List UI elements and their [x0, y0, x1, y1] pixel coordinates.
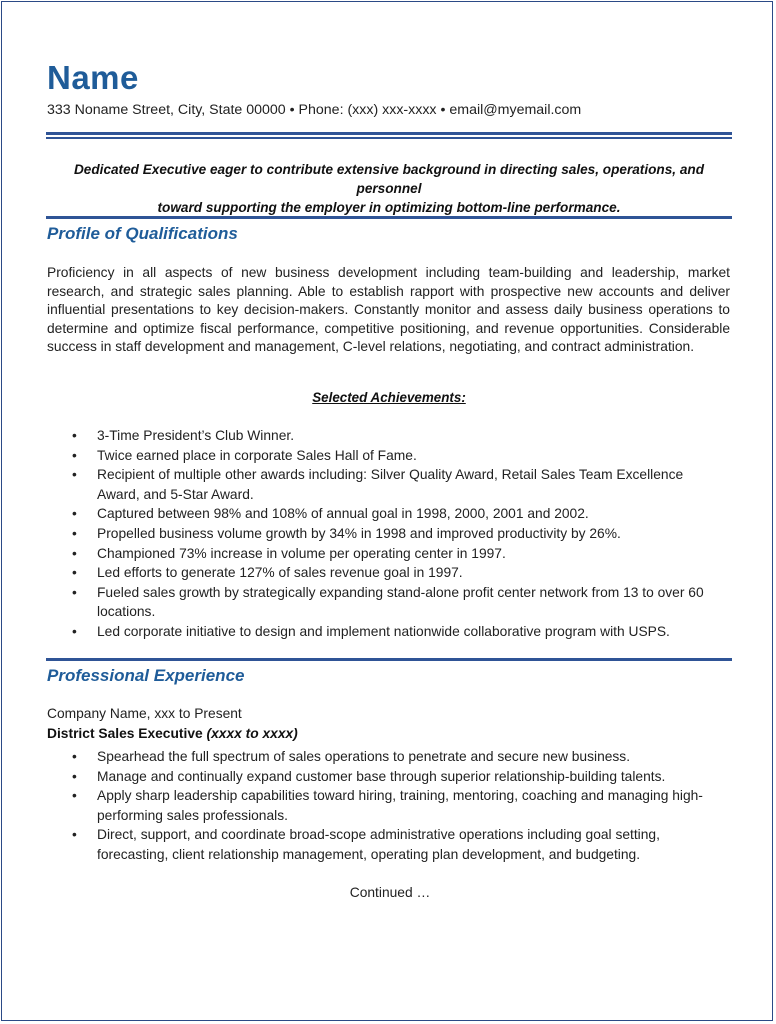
resume-page [1, 1, 773, 1021]
bullet-icon: • [72, 584, 77, 600]
list-item-text: Recipient of multiple other awards including: Silver Quality Award, Retail Sales Team Excellence Award, and 5-Star Award. [97, 467, 684, 502]
list-item-text: Apply sharp leadership capabilities toward hiring, training, mentoring, coaching and managing high-performing sales professionals. [97, 788, 703, 823]
tagline-line-2: toward supporting the employer in optimizing bottom-line performance. [157, 200, 621, 215]
header-divider [46, 132, 732, 139]
list-item [72, 747, 722, 767]
summary-tagline [46, 160, 732, 217]
list-item [72, 544, 722, 564]
list-item [72, 465, 722, 504]
list-item [72, 426, 722, 446]
bullet-icon: • [72, 447, 77, 463]
list-item [72, 825, 722, 864]
list-item-text: Led efforts to generate 127% of sales revenue goal in 1997. [97, 565, 463, 581]
list-item [72, 524, 722, 544]
profile-summary: Proficiency in all aspects of new business development including team-building and leadership, market research, and strategic sales planning. Able to establish rapport with prospective new accounts and deliver influential presentations to key decision-makers. Constantly monitor and assess daily business operations to determine and optimize fiscal performance, competitive positioning, and revenue opportunities. Considerable success in staff development and management, C-level relations, negotiating, and contract administration. [47, 265, 730, 355]
bullet-icon: • [72, 768, 77, 784]
bullet-icon: • [72, 565, 77, 581]
list-item-text: 3-Time President’s Club Winner. [97, 428, 295, 443]
list-item [72, 583, 722, 622]
bullet-icon: • [72, 623, 77, 639]
experience-divider [46, 658, 732, 661]
candidate-name: Name [47, 59, 139, 96]
list-item-text: Propelled business volume growth by 34% in 1998 and improved productivity by 26%. [97, 525, 621, 541]
list-item [72, 563, 722, 583]
bullet-icon: • [72, 827, 77, 843]
list-item-text: Manage and continually expand customer base through superior relationship-building talents. [97, 768, 666, 784]
list-item [72, 446, 722, 466]
continued-note: Continued … [349, 885, 431, 900]
profile-divider [46, 216, 732, 219]
contact-line: 333 Noname Street, City, State 00000 • Phone: (xxx) xxx-xxxx • email@myemail.com [47, 102, 582, 118]
list-item-text: Spearhead the full spectrum of sales operations to penetrate and secure new business. [97, 749, 631, 764]
job-title-text: District Sales Executive [47, 726, 207, 741]
list-item-text: Captured between 98% and 108% of annual goal in 1998, 2000, 2001 and 2002. [97, 506, 589, 522]
list-item-text: Championed 73% increase in volume per operating center in 1997. [97, 545, 506, 561]
list-item [72, 786, 722, 825]
bullet-icon: • [72, 545, 77, 561]
list-item [72, 622, 722, 642]
bullet-icon: • [72, 506, 77, 522]
list-item-text: Led corporate initiative to design and implement nationwide collaborative program with USPS. [97, 623, 670, 639]
bullet-icon: • [72, 525, 77, 541]
list-item-text: Fueled sales growth by strategically expanding stand-alone profit center network from 13 to over 60 locations. [97, 584, 704, 620]
duties-list [72, 747, 722, 865]
job-title [47, 726, 298, 741]
tagline-line-1: Dedicated Executive eager to contribute extensive background in directing sales, operations, and personnel [73, 162, 705, 196]
experience-section-title: Professional Experience [47, 666, 245, 685]
achievements-list [72, 426, 722, 642]
list-item-text: Direct, support, and coordinate broad-scope administrative operations including goal setting, forecasting, client relationship management, operating plan development, and budgeting. [97, 827, 660, 862]
company-line: Company Name, xxx to Present [47, 706, 242, 721]
bullet-icon: • [72, 788, 77, 804]
list-item [72, 504, 722, 524]
list-item [72, 767, 722, 787]
profile-section-title: Profile of Qualifications [47, 224, 238, 243]
bullet-icon: • [72, 749, 77, 764]
achievements-heading: Selected Achievements: [312, 390, 466, 405]
job-dates: (xxxx to xxxx) [206, 726, 298, 741]
bullet-icon: • [72, 467, 77, 483]
bullet-icon: • [72, 428, 77, 443]
list-item-text: Twice earned place in corporate Sales Hall of Fame. [97, 447, 417, 463]
